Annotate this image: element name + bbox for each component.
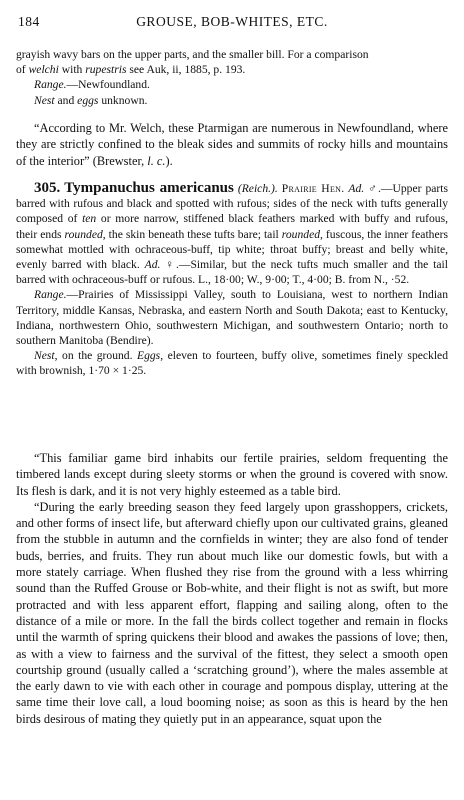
page-number: 184 [18, 14, 40, 29]
text-span: “According to Mr. Welch, these Ptarmigan are numerous in Newfoundland, where they are strictly confined to the bleak sides and summits of rocky hills and mountains of the interior” (Brewster, [16, 121, 448, 168]
eggs-label: eggs [77, 93, 99, 107]
species-nest [16, 348, 448, 378]
species-description [16, 181, 448, 287]
text-span: see Auk, ii, 1885, p. 193. [126, 63, 246, 77]
text-span: of [16, 63, 29, 77]
text-span: unknown. [98, 93, 148, 107]
narrative-quote [16, 450, 448, 727]
range-line [16, 77, 448, 92]
nest-label: Nest [34, 93, 55, 107]
running-title: GROUSE, BOB-WHITES, ETC. [136, 14, 328, 29]
text-span: or more narrow, stiffened black feathers marked with buffy and rufous, their ends [16, 212, 449, 241]
narrative-paragraph-2: “During the early breeding season they feed largely upon grasshoppers, crickets, and other forms of insect life, but afterward chiefly upon our cultivated grains, gleaned from the stubble in autumn and the cornfields in winter; they are also fond of tender buds, berries, and fruits. They run about much like our domestic fowls, but with a more stately carriage. When flushed they rise from the ground with a less whirring sound than the Ruffed Grouse or Bob-white, and their flight is not as swift, but more protracted and with less apparent effort, flapping and sailing along, often to the distance of a mile or more. In the fall the birds collect together and remain in flocks until the warmth of spring quickens their blood and awakes the passions of love; then, as with a view to fairness and the survival of the fittest, they select a smooth open courtship ground (usually called a ‘scratching ground’), where the males assemble at the early dawn to vie with each other in courage and pompous display, uttering at the same time their love call, a loud booming noise; as soon as this is heard by the hen birds desirous of mating they quietly put in an appearance, squat upon the [16, 499, 448, 726]
female-adult-label: Ad. [144, 258, 161, 272]
eggs-label: Eggs [137, 349, 161, 363]
common-name: Prairie Hen. [281, 182, 345, 195]
continued-line [16, 47, 448, 77]
text-span: grayish wavy bars on the upper parts, and the smaller bill. For a comparison [16, 48, 369, 61]
text-span: rounded [281, 227, 321, 241]
text-span: , on the ground. [54, 349, 137, 363]
text-span: .—Upper parts barred with rufous and black and spotted with rufous; sides of the neck with tufts generally composed of [16, 182, 448, 226]
quote-welch [16, 120, 448, 169]
text-span: ). [165, 153, 173, 168]
species-authority: (Reich.). [237, 182, 278, 195]
text-span: rounded [64, 227, 103, 241]
adult-label: Ad. [348, 182, 365, 195]
species-range [16, 287, 448, 348]
narrative-paragraph-1: “This familiar game bird inhabits our fertile prairies, seldom frequenting the timbered lands except during sleety storms or when the ground is covered with snow. Its flesh is dark, and it is not very highly esteemed as a table bird. [16, 451, 448, 498]
range-text: —Prairies of Mississippi Valley, south to Louisiana, west to northern Indian Territory, middle Kansas, Nebraska, and eastern North and South Dakota; east to Kentucky, Indiana, northwestern Ohio, southwestern Michigan, and southwestern Ontario; north to southern Manitoba (Bendire). [16, 288, 448, 348]
species-epithet-welchi: welchi [28, 63, 59, 77]
species-account [16, 181, 448, 379]
page-header [18, 14, 446, 30]
species-name: Tympanuchus americanus [64, 180, 234, 196]
text-span: , fuscous, the inner feathers somewhat mottled with ochraceous-buff, tip white; throat buffy; breast and belly white, evenly barred with black. [16, 227, 448, 272]
nest-label: Nest [34, 349, 55, 363]
male-symbol: ♂ [368, 182, 378, 195]
range-label: Range. [34, 288, 67, 302]
text-span: , eleven to fourteen, buffy olive, sometimes finely speckled with brownish, 1·70 × 1·25. [16, 349, 448, 378]
nest-line [16, 93, 448, 108]
text-span: ten [82, 212, 97, 226]
range-label: Range. [34, 78, 67, 92]
species-epithet-rupestris: rupestris [85, 63, 127, 77]
range-text: —Newfoundland. [66, 78, 150, 92]
quote-paragraph [16, 120, 448, 169]
continued-description [16, 47, 448, 108]
species-number: 305. [34, 180, 61, 196]
text-span: .—Similar, but the neck tufts much smaller and the tail barred with ochraceous-buff or rufous. L., 18·00; W., 9·00; T., 4·00; B. from N., ·52. [16, 258, 448, 287]
text-span: , the skin beneath these tufts bare; tail [102, 227, 282, 241]
citation-ref: l. c. [147, 153, 166, 168]
female-symbol: ♀ [165, 258, 176, 272]
text-span: and [54, 93, 78, 107]
text-span: with [58, 63, 86, 77]
